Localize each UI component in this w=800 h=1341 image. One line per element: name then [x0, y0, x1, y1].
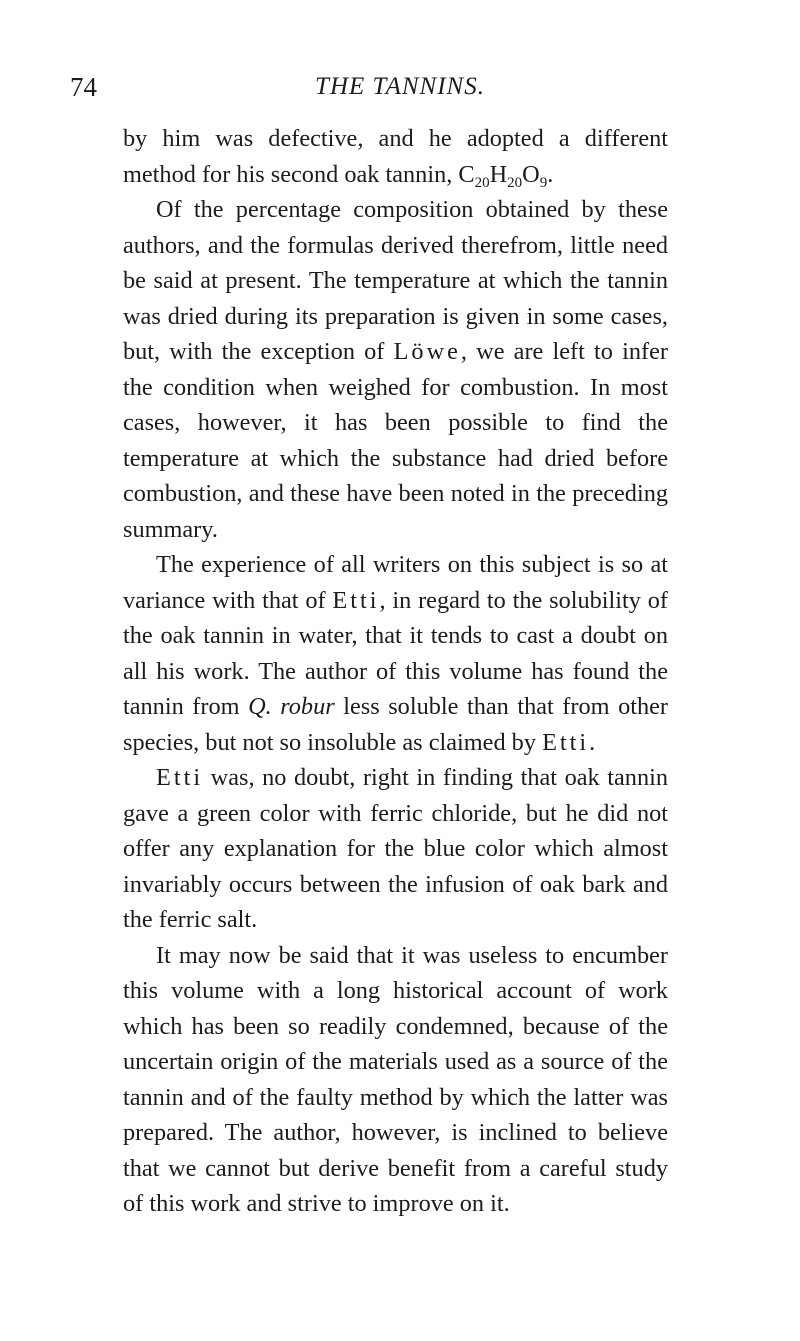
- paragraph-3-text-c: less soluble than that from other species, but not so insoluble as claimed by: [123, 693, 669, 756]
- species-name: Q. robur: [248, 693, 335, 720]
- paragraph-2-text-b: , we are left to infer the condition when weighed for combustion. In most cases, however, it has been possible to find the temperature at which the substance had dried before combustion, and these have been noted in the preceding summary.: [123, 338, 668, 543]
- body-text: [123, 121, 668, 1222]
- author-name-etti: Etti: [542, 728, 590, 756]
- paragraph-3-text-a: The experience of all writers on this subject is so at variance with that of: [123, 551, 668, 614]
- paragraph-1-text: by him was defective, and he adopted a different method for his second oak tannin,: [123, 125, 668, 188]
- paragraph-3: [123, 547, 668, 760]
- page-header: [70, 70, 730, 110]
- paragraph-3-text-b: , in regard to the solubility of the oak tannin in water, that it tends to cast a doubt on all his work. The author of this volume has found the tannin from: [123, 586, 668, 720]
- author-name-etti: Etti: [156, 764, 204, 791]
- author-name-lowe: Löwe: [393, 338, 461, 365]
- author-name-etti: Etti: [332, 586, 380, 614]
- paragraph-4: [123, 760, 668, 938]
- paragraph-3-text-d: .: [589, 728, 596, 756]
- paragraph-2: [123, 192, 668, 547]
- formula-hydrogen: H: [489, 160, 508, 188]
- formula-carbon: C: [458, 160, 475, 188]
- formula-oxygen-count: 9: [539, 174, 548, 191]
- page-number: 74: [70, 72, 97, 102]
- formula-hydrogen-count: 20: [507, 174, 523, 191]
- paragraph-4-text: was, no doubt, right in finding that oak tannin gave a green color with ferric chloride, but he did not offer any explanation for the blue color which almost invariably occurs between the infusion of oak bark and the ferric salt.: [123, 764, 668, 933]
- formula-carbon-count: 20: [474, 174, 490, 191]
- formula-period: .: [547, 160, 554, 188]
- paragraph-2-text-a: Of the percentage composition obtained by these authors, and the formulas derived therefrom, little need be said at present. The temperature at which the tannin was dried during its preparation is given in some cases, but, with the exception of: [123, 196, 668, 365]
- paragraph-1: [123, 121, 668, 192]
- running-title: THE TANNINS.: [315, 73, 485, 100]
- chemical-formula: [458, 160, 554, 191]
- paragraph-5: It may now be said that it was useless to encumber this volume with a long historical account of work which has been so readily condemned, because of the uncertain origin of the materials used as a source of the tannin and of the faulty method by which the latter was prepared. The author, however, is inclined to believe that we cannot but derive benefit from a careful study of this work and strive to improve on it.: [123, 941, 668, 1217]
- formula-oxygen: O: [522, 160, 540, 188]
